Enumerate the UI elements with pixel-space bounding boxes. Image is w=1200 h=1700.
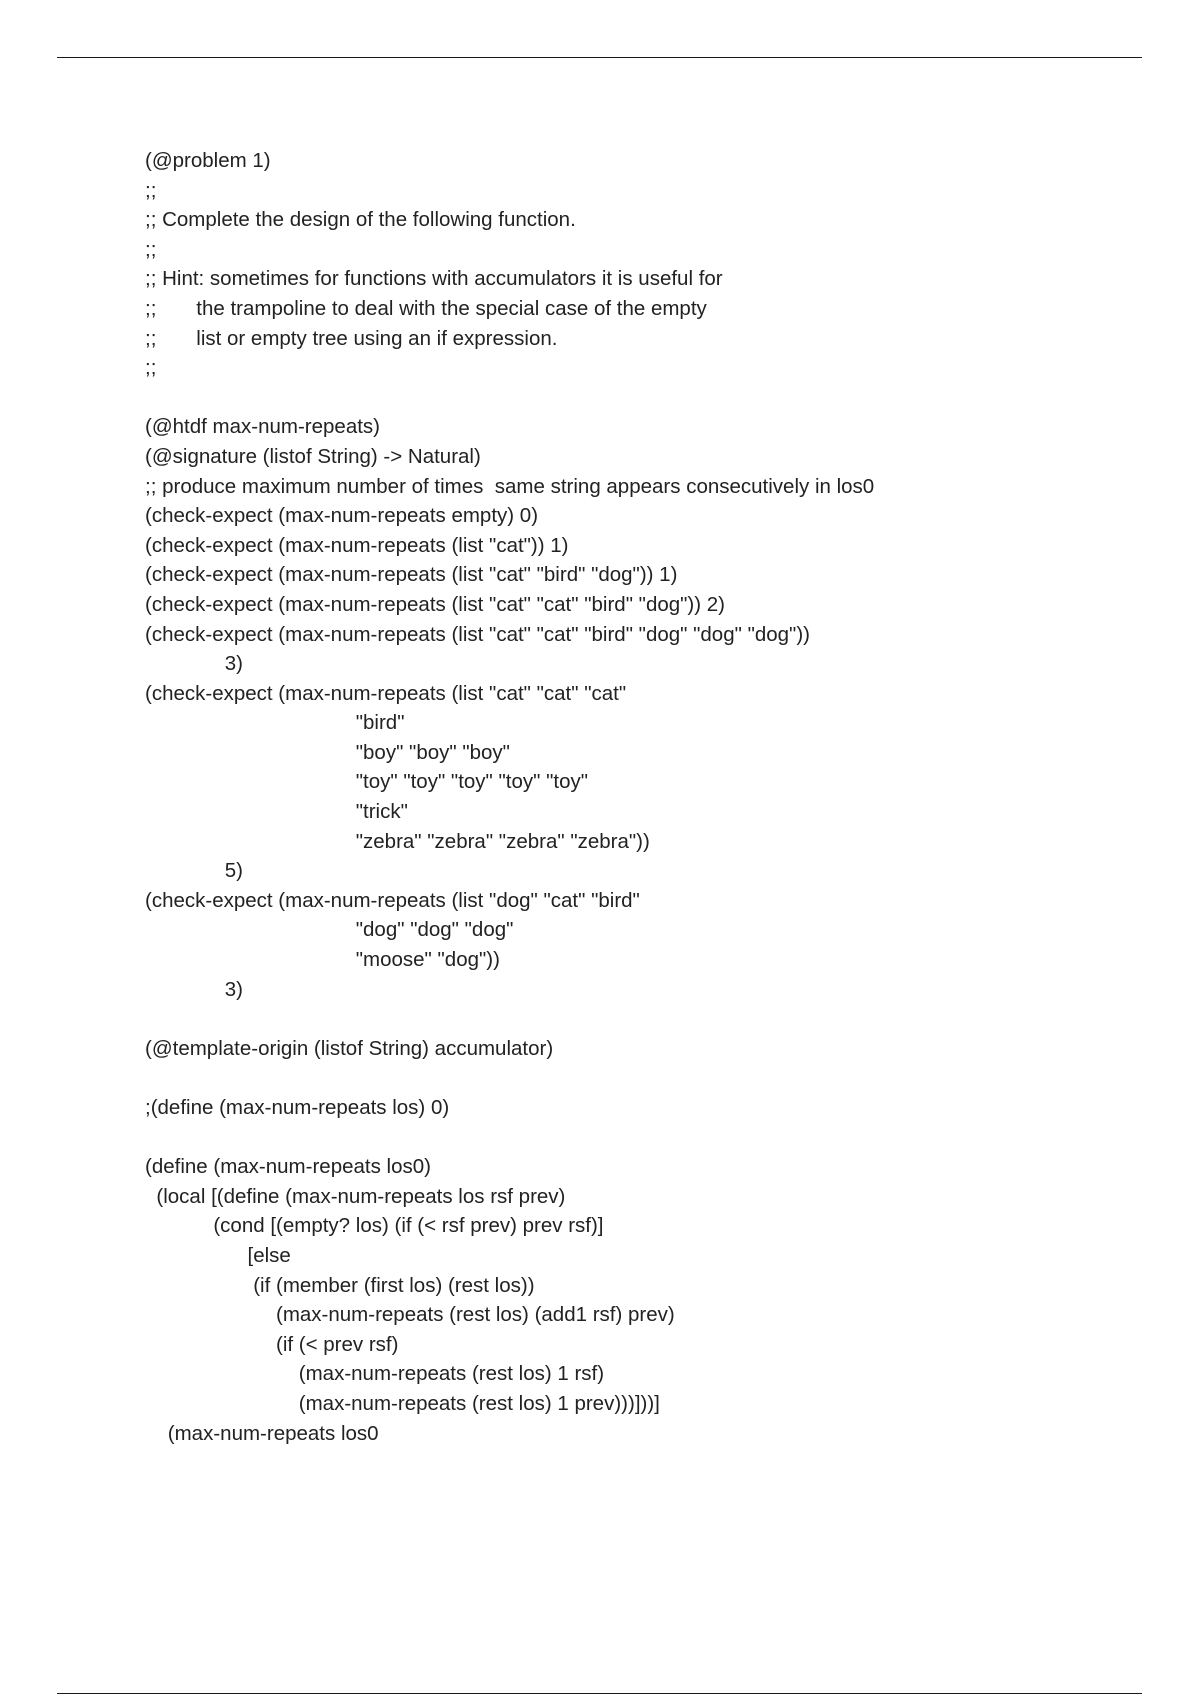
code-line: "trick" (145, 800, 408, 824)
footer-rule (57, 1693, 1142, 1694)
code-line: (if (< prev rsf) (145, 1332, 399, 1356)
code-line: "zebra" "zebra" "zebra" "zebra")) (145, 829, 650, 853)
code-line: (check-expect (max-num-repeats (list "dog" "cat" "bird" (145, 888, 640, 912)
code-line: 3) (145, 977, 243, 1001)
code-line: (check-expect (max-num-repeats (list "cat" "cat" "bird" "dog" "dog" "dog")) (145, 622, 810, 646)
code-line: "bird" (145, 711, 405, 735)
code-listing (145, 146, 1145, 1448)
code-line: ;(define (max-num-repeats los) 0) (145, 1096, 450, 1119)
code-line: (max-num-repeats (rest los) 1 rsf) (145, 1362, 605, 1386)
code-line: (check-expect (max-num-repeats (list "cat")) 1) (145, 533, 569, 557)
code-line: (check-expect (max-num-repeats (list "cat" "cat" "bird" "dog")) 2) (145, 592, 725, 616)
code-line: (cond [(empty? los) (if (< rsf prev) prev rsf)] (145, 1214, 604, 1238)
code-line: 5) (145, 859, 243, 883)
code-line: ;; produce maximum number of times same string appears consecutively in los0 (145, 474, 875, 498)
code-line: (@problem 1) (145, 149, 271, 172)
code-line: (max-num-repeats los0 (145, 1421, 379, 1445)
code-line: (check-expect (max-num-repeats empty) 0) (145, 504, 539, 528)
code-line: "moose" "dog")) (145, 948, 500, 972)
code-line: (@template-origin (listof String) accumulator) (145, 1036, 554, 1060)
code-line: (@htdf max-num-repeats) (145, 415, 380, 439)
blank-line (145, 383, 1145, 413)
code-line: ;; list or empty tree using an if expression. (145, 326, 558, 350)
code-line: (if (member (first los) (rest los)) (145, 1273, 535, 1297)
code-line: ;; Complete the design of the following function. (145, 208, 576, 232)
code-line: (check-expect (max-num-repeats (list "cat" "cat" "cat" (145, 681, 627, 705)
code-line: (local [(define (max-num-repeats los rsf prev) (145, 1184, 566, 1208)
blank-line (145, 1004, 1145, 1034)
header-rule (57, 57, 1142, 58)
code-line: ;; (145, 178, 157, 202)
code-line: (max-num-repeats (rest los) 1 prev)))]))] (145, 1391, 660, 1415)
code-line: ;; (145, 356, 157, 380)
code-line: ;; Hint: sometimes for functions with accumulators it is useful for (145, 267, 723, 291)
blank-line (145, 1123, 1145, 1153)
blank-line (145, 1063, 1145, 1093)
code-line: 3) (145, 652, 243, 676)
code-line: (max-num-repeats (rest los) (add1 rsf) prev) (145, 1303, 675, 1327)
code-line: [else (145, 1243, 291, 1267)
code-line: ;; the trampoline to deal with the special case of the empty (145, 296, 707, 320)
code-line: "boy" "boy" "boy" (145, 740, 510, 764)
code-line: "dog" "dog" "dog" (145, 918, 514, 942)
code-line: ;; (145, 237, 157, 261)
code-line: (@signature (listof String) -> Natural) (145, 444, 481, 468)
code-line: (check-expect (max-num-repeats (list "cat" "bird" "dog")) 1) (145, 563, 678, 587)
code-line: (define (max-num-repeats los0) (145, 1155, 431, 1179)
code-line: "toy" "toy" "toy" "toy" "toy" (145, 770, 589, 794)
